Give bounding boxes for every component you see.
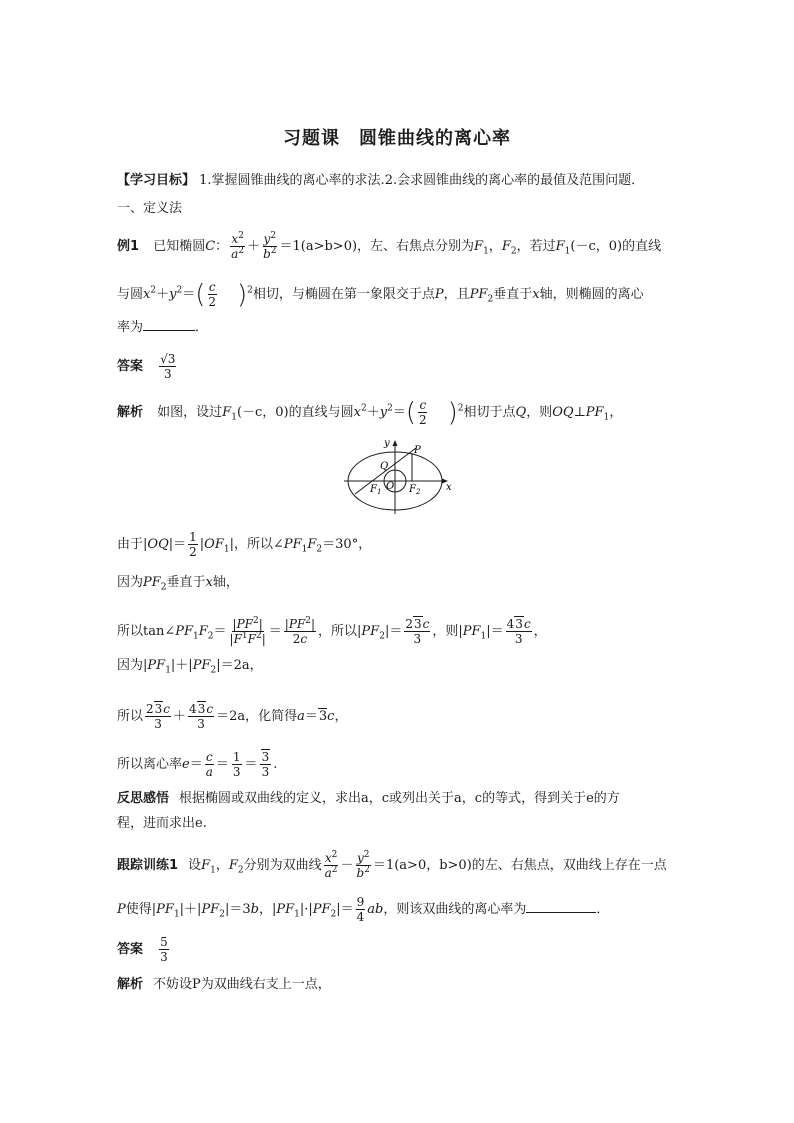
answer-blank <box>143 316 195 331</box>
reflection-line1: 反思感悟 根据椭圆或双曲线的定义，求出a，c或列出关于a，c的等式，得到关于e的方 <box>117 791 620 806</box>
goal-text: 1.掌握圆锥曲线的离心率的求法.2.会求圆锥曲线的离心率的最值及范围问题． <box>199 173 645 188</box>
analysis1: 解析 如图，设过$F_1(-c$，0)的直线与圆$x^2+y^2=$( $\frac{c}{2}$ )$^2$相切于点Q，则$OQ\perp PF_1$， <box>117 397 623 428</box>
step2: 因为$PF_2$垂直于x轴， <box>117 575 239 593</box>
analysis2: 解析 不妨设P为双曲线右支上一点， <box>117 977 331 992</box>
step3: 所以$\tan\angle PF_1F_2=$ $\frac{|PF^2|}{|F^1F^2|}$ ＝ $\frac{|PF^2|}{2c}$ ，所以$|PF_2|=$ $\frac{23c}{3}$ ，则$|PF_1|=$ $\frac{43c}{3}$ ， <box>117 616 547 646</box>
section-heading: 一、定义法 <box>117 201 183 216</box>
axis-y-label: y <box>384 438 390 449</box>
answer2: 答案 $\frac{5}{3}$ <box>117 935 168 964</box>
point-p-label: P <box>414 445 421 456</box>
step1: 由于|OQ|＝ $\frac{1}{2}$ $|OF_1|$，所以$\angle PF_1F_2=30^\circ$， <box>117 530 372 559</box>
practice1-line2: P使得$|PF_1|+|PF_2|=3b$，$|PF_1|\cdot|PF_2|=$ $\frac{9}{4}$ ab，则该双曲线的离心率为 ． <box>117 895 610 924</box>
answer-blank-2 <box>526 898 596 913</box>
step4: 因为$|PF_1|+|PF_2|=2a$， <box>117 658 263 676</box>
point-q-label: Q <box>380 461 389 472</box>
ellipse-figure <box>340 436 460 518</box>
page-title: 习题课 圆锥曲线的离心率 <box>283 128 511 149</box>
answer1: 答案 $\frac{√3}{3}$ <box>117 352 176 381</box>
example-label: 例1 <box>117 239 140 254</box>
practice1-line1: 跟踪训练1 设$F_1$，$F_2$分别为双曲线 $\frac{x^2}{a^2}$ － $\frac{y^2}{b^2}$ ＝1(a>0，b>0)的左、右焦点，双曲线上存在一点 <box>117 850 667 880</box>
example1-line3: 率为 ． <box>117 316 208 337</box>
learning-goal <box>117 172 644 190</box>
example1-line2: 与圆$x^2+y^2=$( $\frac{c}{2}$ )$^2$相切，与椭圆在第一象限交于点P，且$PF_2$垂直于x轴，则椭圆的离心 <box>117 279 644 310</box>
f2-label: $F_2$ <box>409 484 421 496</box>
origin-label: O <box>386 481 395 492</box>
axis-x-label: x <box>446 482 452 493</box>
step6: 所以离心率e＝ $\frac{c}{a}$ ＝ $\frac{1}{3}$ ＝ $\frac{3}{3}$ . <box>117 750 278 779</box>
step5: 所以 $\frac{23c}{3}$ ＋ $\frac{43c}{3}$ ＝2a，化简得a＝3c， <box>117 702 348 731</box>
reflection-line2: 程，进而求出e. <box>117 816 207 831</box>
f1-label: $F_1$ <box>370 484 382 496</box>
example1-line1: 例1 已知椭圆C： $\frac{x^2}{a^2}$ ＋ $\frac{y^2}{b^2}$ ＝1(a>b>0)，左、右焦点分别为$F_1$，$F_2$，若过$F_1(-c$，0)的直线 <box>117 231 662 261</box>
goal-label: 【学习目标】 <box>117 173 196 188</box>
